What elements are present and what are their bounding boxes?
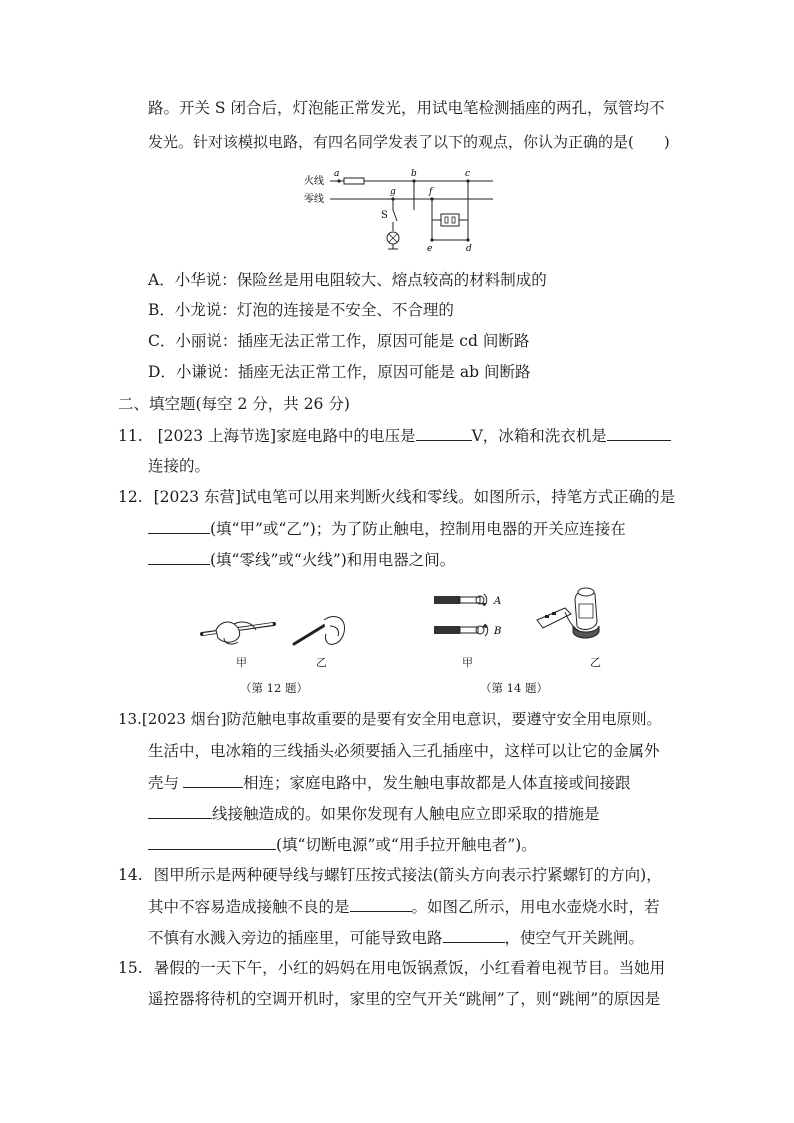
q13-blank-3[interactable] [148, 834, 276, 850]
q10-text-line2: 发光。针对该模拟电路，有四名同学发表了以下的观点，你认为正确的是( ) [148, 133, 670, 151]
q12-blank-2[interactable] [148, 549, 210, 565]
q11-blank-1[interactable] [416, 425, 472, 441]
q13-text-1: [2023 烟台]防范触电事故重要的是要有安全用电意识，要遵守安全用电原则。 [141, 710, 662, 728]
q12-blank-1[interactable] [148, 518, 210, 534]
q14-blank-1[interactable] [350, 896, 412, 912]
fig12-hand-pen-a [198, 608, 280, 650]
q14-line1 [118, 865, 662, 885]
fig12-caption: （第 12 题） [240, 681, 308, 695]
q14-text-1: 图甲所示是两种硬导线与螺钉压按式接法(箭头方向表示拧紧螺钉的方向)， [153, 866, 662, 884]
q13-blank-1[interactable] [183, 772, 243, 788]
switch-label: S [381, 210, 388, 221]
q10-option-c: C．小丽说：插座无法正常工作，原因可能是 cd 间断路 [148, 332, 530, 350]
q13-line1 [118, 709, 662, 729]
q14-number: 14. [118, 866, 143, 884]
q10-option-b: B．小龙说：灯泡的连接是不安全、不合理的 [148, 301, 454, 319]
q15-line1 [118, 958, 665, 978]
q11-line2: 连接的。 [148, 457, 211, 475]
point-g: g [390, 187, 396, 197]
q13-number: 13. [118, 710, 142, 728]
q10-option-a: A．小华说：保险丝是用电阻较大、熔点较高的材料制成的 [148, 271, 547, 289]
q11-blank-2[interactable] [607, 425, 671, 441]
switch [393, 210, 397, 221]
q13-line4 [148, 803, 600, 824]
q15-number: 15. [118, 959, 143, 977]
q12-text-2: (填“甲”或“乙”)；为了防止触电，控制用电器的开关应连接在 [210, 520, 626, 538]
live-wire-label: 火线 [304, 176, 324, 187]
point-d: d [466, 244, 472, 254]
fig14-label-a: 甲 [462, 656, 473, 669]
q15-line2: 遥控器将待机的空调开机时，家里的空气开关“跳闸”了，则“跳闸”的原因是 [148, 990, 661, 1008]
q13-line5 [148, 834, 537, 855]
q14-text-3b: ，使空气开关跳闸。 [504, 929, 645, 947]
q11-line1 [118, 425, 671, 446]
fig12-label-a: 甲 [236, 656, 247, 669]
q14-line2 [148, 896, 660, 917]
fig14-label-B: B [494, 626, 502, 637]
q12-text-1: [2023 东营]试电笔可以用来判断火线和零线。如图所示，持笔方式正确的是 [153, 488, 676, 506]
q11-text-b: V，冰箱和洗衣机是 [471, 427, 607, 445]
q14-text-2b: 。如图乙所示，用电水壶烧水时，若 [411, 898, 660, 916]
fig14-label-b: 乙 [590, 656, 601, 669]
q14-blank-2[interactable] [443, 927, 505, 943]
fuse [344, 178, 364, 184]
q11-text-a: [2023 上海节选]家庭电路中的电压是 [157, 427, 416, 445]
circuit-diagram [300, 165, 500, 260]
q13-blank-2[interactable] [148, 803, 212, 819]
q14-text-3a: 不慎有水溅入旁边的插座里，可能导致电路 [148, 929, 443, 947]
q10-option-d: D．小谦说：插座无法正常工作，原因可能是 ab 间断路 [148, 363, 531, 381]
neutral-wire-label: 零线 [304, 194, 324, 205]
section-title: 二、填空题(每空 2 分，共 26 分) [118, 395, 350, 413]
point-b: b [411, 169, 417, 179]
q13-line2: 生活中，电冰箱的三线插头必须要插入三孔插座中，这样可以让它的金属外 [148, 742, 660, 760]
q13-text-3b: 相连；家庭电路中，发生触电事故都是人体直接或间接跟 [243, 774, 631, 792]
fig14-caption: （第 14 题） [480, 681, 548, 695]
socket-icon [441, 214, 459, 226]
q12-text-3: (填“零线”或“火线”)和用电器之间。 [210, 551, 456, 569]
point-c: c [465, 169, 471, 179]
q13-text-4: 线接触造成的。如果你发现有人触电应立即采取的措施是 [212, 805, 600, 823]
q13-line3 [148, 772, 631, 793]
fig14-label-A: A [494, 596, 502, 607]
fig14-kettle-socket [535, 582, 605, 648]
q12-line3 [148, 549, 455, 570]
q14-line3 [148, 927, 644, 948]
fig12-hand-pen-b [290, 612, 350, 652]
q13-text-5: (填“切断电源”或“用手拉开触电者”)。 [276, 836, 537, 854]
point-e: e [427, 244, 433, 254]
q13-text-3a: 壳与 [148, 774, 180, 792]
point-f: f [429, 187, 433, 197]
fig12-label-b: 乙 [316, 656, 327, 669]
q15-text-1: 暑假的一天下午，小红的妈妈在用电饭锅煮饭，小红看着电视节目。当她用 [153, 959, 666, 977]
q11-number: 11. [118, 427, 143, 445]
point-a: a [334, 169, 340, 179]
q12-line2 [148, 518, 626, 539]
q12-number: 12. [118, 488, 143, 506]
q12-line1 [118, 487, 675, 507]
q14-text-2a: 其中不容易造成接触不良的是 [148, 898, 350, 916]
q10-text-line1: 路。开关 S 闭合后，灯泡能正常发光，用试电笔检测插座的两孔，氖管均不 [148, 99, 665, 117]
fig14-wire-screw-diagram [430, 588, 510, 648]
